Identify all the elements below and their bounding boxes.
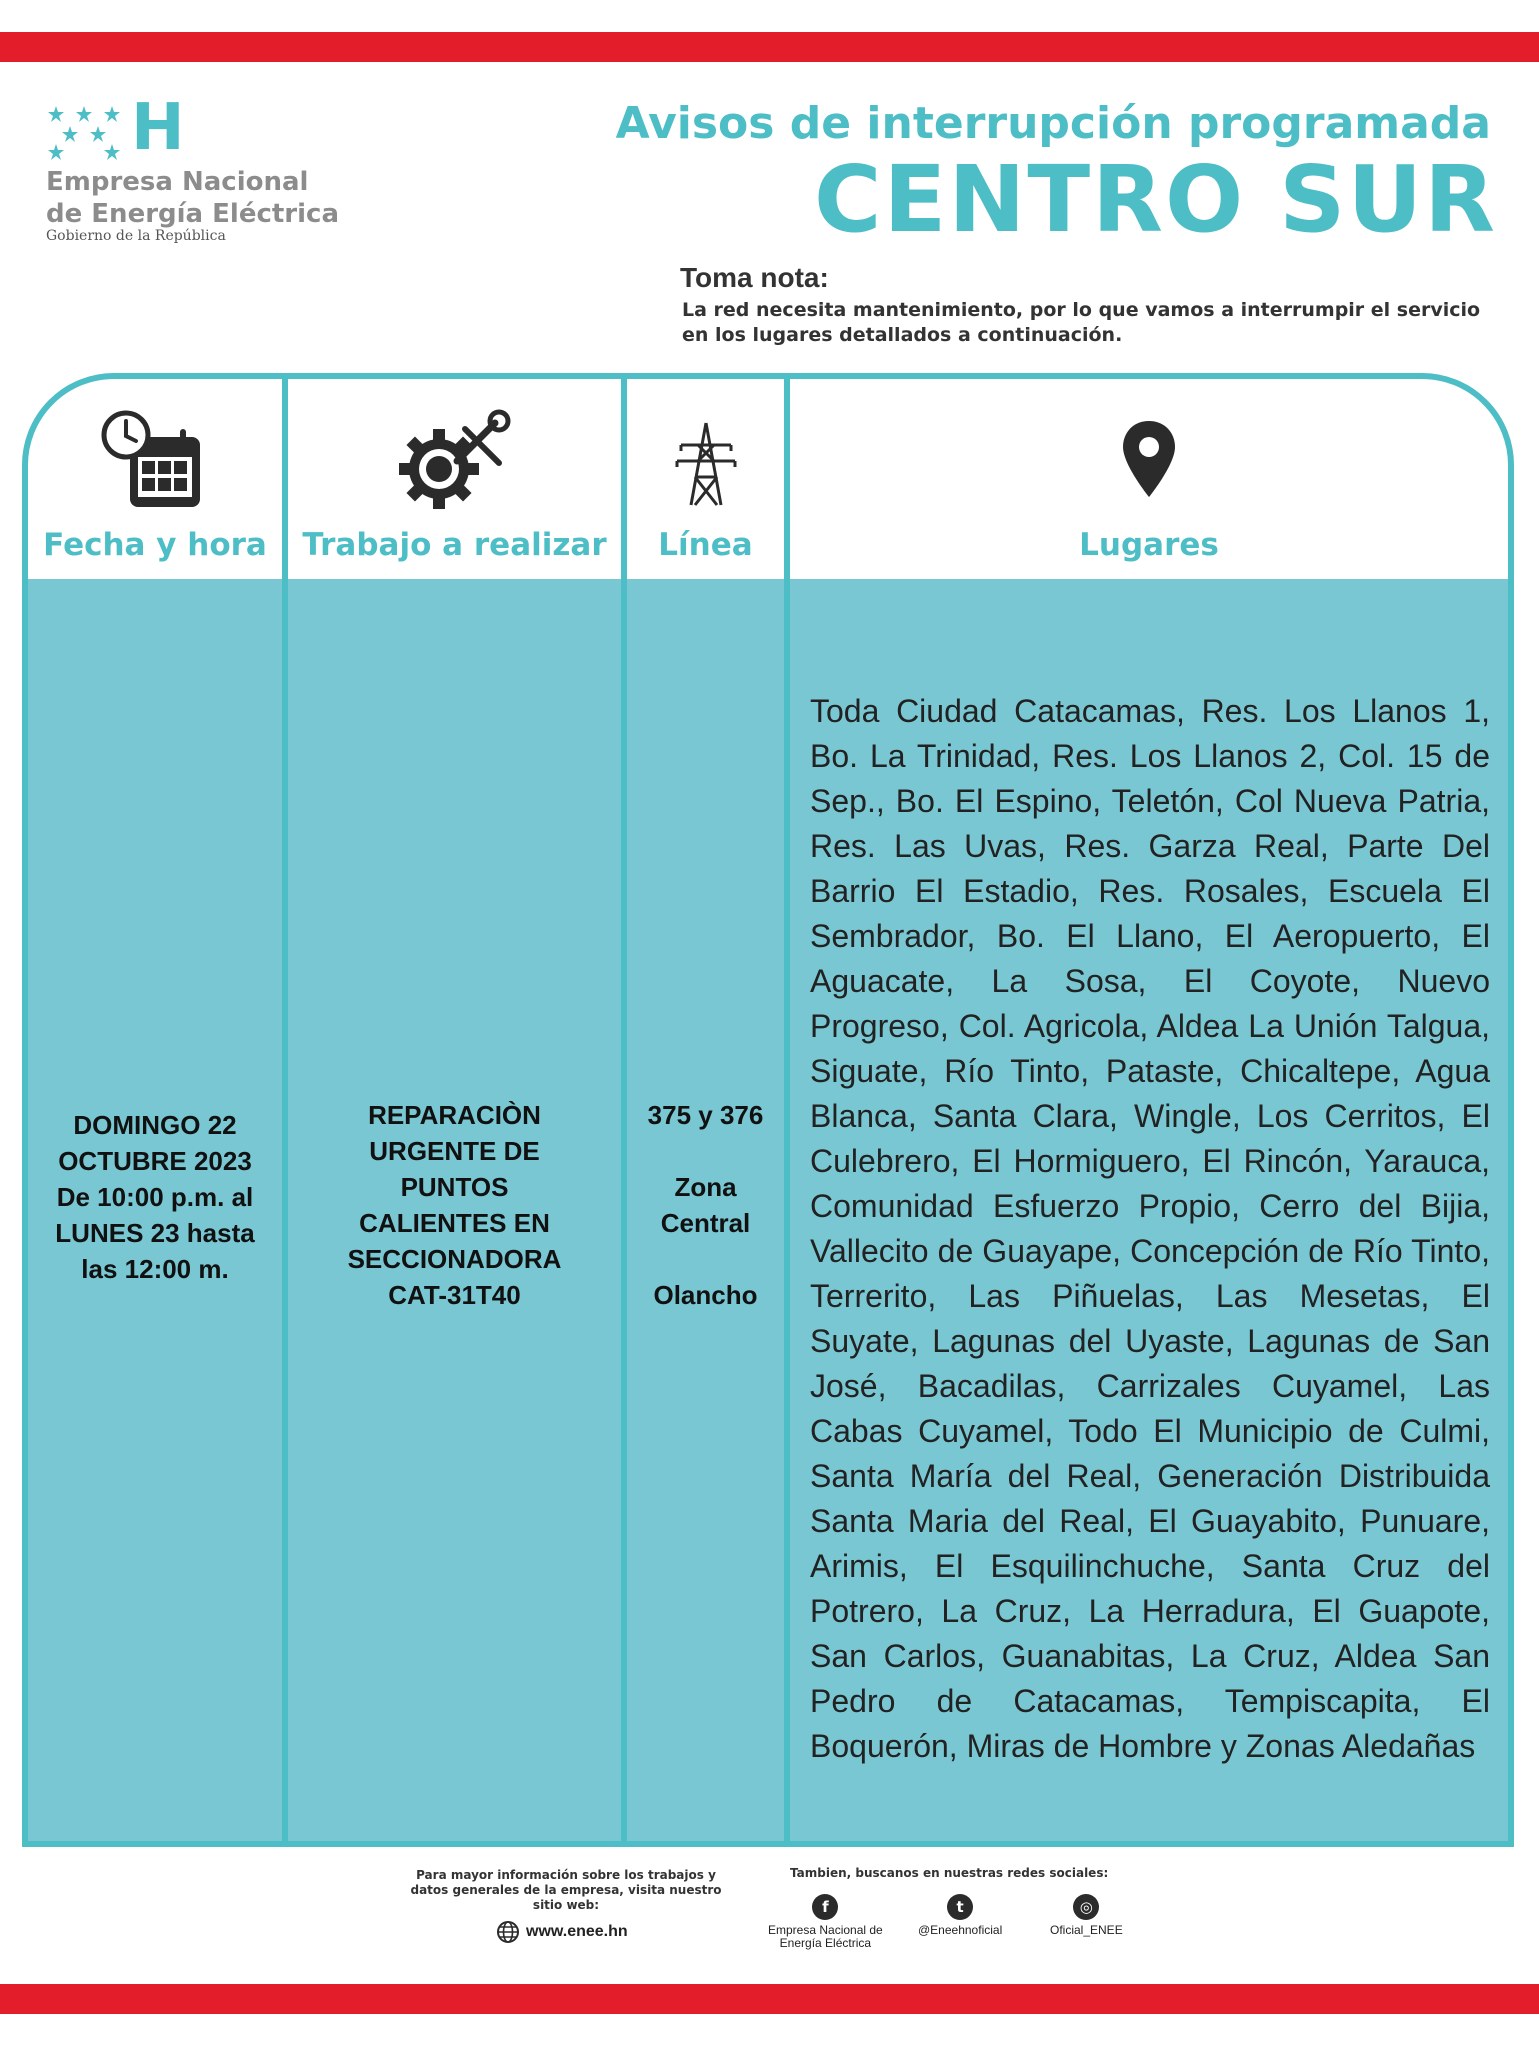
- facebook-icon: f: [812, 1894, 838, 1920]
- instagram-icon: ◎: [1073, 1894, 1099, 1920]
- column-work: [288, 379, 621, 1841]
- footer-info-text: Para mayor información sobre los trabajos y datos generales de la empresa, visita nuestro sitio web:: [410, 1868, 722, 1912]
- column-places: [790, 379, 1508, 1841]
- twitter-icon: t: [947, 1894, 973, 1920]
- cell-date-time: DOMINGO 22 OCTUBRE 2023 De 10:00 p.m. al LUNES 23 hasta las 12:00 m.: [55, 1110, 255, 1284]
- cell-places: Toda Ciudad Catacamas, Res. Los Llanos 1, Bo. La Trinidad, Res. Los Llanos 2, Col. 15 de Sep., Bo. El Espino, Teletón, Col Nueva Patria, Res. Las Uvas, Res. Garza Real, Parte Del Barrio El Estadio, Res. Rosales, Escuela El Sembrador, Bo. El Llano, El Aeropuerto, El Aguacate, La Sosa, El Coyote, Nuevo Progreso, Col. Agricola, Aldea La Unión Talgua, Siguate, Río Tinto, Pataste, Chicaltepe, Agua Blanca, Santa Clara, Wingle, Los Cerritos, El Culebrero, El Hormiguero, El Rincón, Yarauca, Comunidad Esfuerzo Propio, Cerro del Bijia, Vallecito de Guayape, Concepción de Río Tinto, Terrerito, Las Piñuelas, Las Mesetas, El Suyate, Lagunas del Uyaste, Lagunas de San José, Bacadilas, Carrizales Cuyamel, Las Cabas Cuyamel, Todo El Municipio de Culmi, Santa María del Real, Generación Distribuida Santa Maria del Real, El Guayabito, Punuare, Arimis, El Esquilinchuche, Santa Cruz del Potrero, La Cruz, La Herradura, El Guapote, San Carlos, Guanabitas, La Cruz, Aldea San Pedro de Catacamas, Tempiscapita, El Boquerón, Miras de Hombre y Zonas Aledañas: [810, 693, 1490, 1764]
- note-text: La red necesita mantenimiento, por lo que vamos a interrumpir el servicio en los lugares detallados a continuación.: [682, 299, 1481, 346]
- enee-logo: [46, 91, 386, 256]
- twitter-label: @Eneehnoficial: [918, 1923, 1003, 1937]
- instagram-link[interactable]: [1050, 1894, 1123, 1937]
- gear-tools-icon: [395, 409, 515, 519]
- notice-title: Avisos de interrupción programada: [615, 98, 1491, 149]
- government-label: Gobierno de la República: [46, 228, 226, 244]
- note-title: Toma nota:: [680, 262, 829, 293]
- power-tower-icon: [671, 419, 741, 509]
- cell-work: REPARACIÒN URGENTE DE PUNTOS CALIENTES EN SECCIONADORA CAT-31T40: [347, 1100, 562, 1310]
- website-url[interactable]: www.enee.hn: [526, 1923, 628, 1940]
- cell-department: Olancho: [653, 1280, 758, 1310]
- outage-table: [22, 373, 1514, 1843]
- cell-line: 375 y 376: [647, 1100, 764, 1130]
- facebook-label: Empresa Nacional de Energía Eléctrica: [768, 1923, 883, 1950]
- table-frame: [22, 373, 1514, 1847]
- top-red-banner: [0, 32, 1539, 62]
- social-title: Tambien, buscanos en nuestras redes sociales:: [790, 1866, 1109, 1880]
- column-line: [627, 379, 784, 1841]
- facebook-link[interactable]: [768, 1894, 883, 1950]
- website-link[interactable]: [496, 1920, 628, 1944]
- instagram-label: Oficial_ENEE: [1050, 1923, 1123, 1937]
- cell-zone: Zona Central: [660, 1172, 751, 1238]
- logo-h-mark: H: [131, 91, 185, 165]
- header-lugares: Lugares: [1079, 527, 1219, 563]
- location-pin-icon: [1119, 419, 1179, 509]
- globe-icon: [496, 1920, 520, 1944]
- region-title: CENTRO SUR: [813, 146, 1497, 253]
- header-linea: Línea: [658, 527, 753, 563]
- column-date-time: [28, 379, 282, 1841]
- header-trabajo: Trabajo a realizar: [302, 527, 607, 563]
- bottom-red-banner: [0, 1984, 1539, 2014]
- org-name: Empresa Nacional de Energía Eléctrica: [46, 167, 339, 229]
- calendar-clock-icon: [100, 409, 210, 519]
- header-fecha-hora: Fecha y hora: [43, 527, 267, 563]
- twitter-link[interactable]: [918, 1894, 1002, 1937]
- stars-icon: [46, 104, 126, 164]
